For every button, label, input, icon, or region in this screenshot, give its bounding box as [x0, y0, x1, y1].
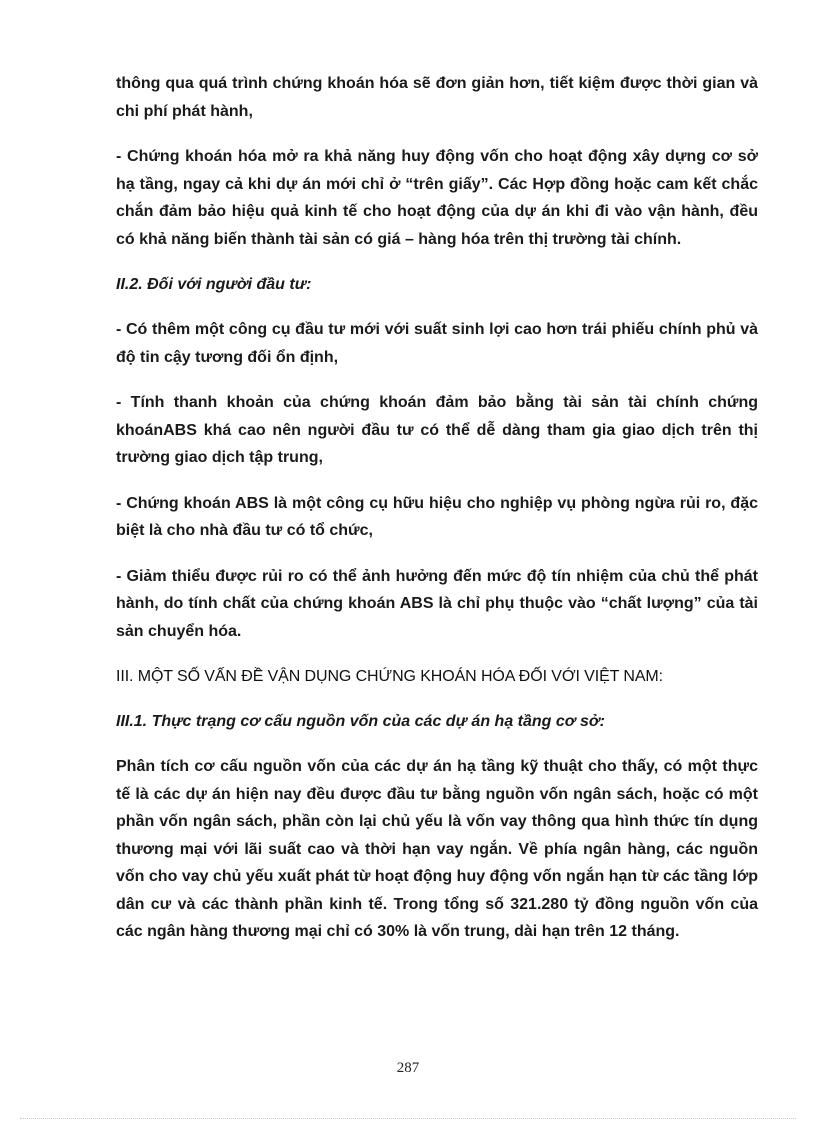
- page-bottom-divider: [20, 1118, 796, 1119]
- document-page: [116, 70, 758, 964]
- paragraph-continuation: thông qua quá trình chứng khoán hóa sẽ đơn giản hơn, tiết kiệm được thời gian và chi phí phát hành,: [116, 75, 758, 120]
- section-heading-capital-structure: III.1. Thực trạng cơ cấu nguồn vốn của các dự án hạ tầng cơ sở:: [116, 713, 605, 730]
- paragraph-bullet-infrastructure: - Chứng khoán hóa mở ra khả năng huy động vốn cho hoạt động xây dựng cơ sở hạ tầng, ngay cả khi dự án mới chỉ ở “trên giấy”. Các Hợp đồng hoặc cam kết chắc chắn đảm bảo hiệu quả kinh tế cho hoạt động của dự án khi đi vào vận hành, đều có khả năng biến thành tài sản có giá – hàng hóa trên thị trường tài chính.: [116, 148, 758, 248]
- paragraph-bullet-risk-hedging: - Chứng khoán ABS là một công cụ hữu hiệu cho nghiệp vụ phòng ngừa rủi ro, đặc biệt là cho nhà đầu tư có tổ chức,: [116, 494, 758, 539]
- paragraph-bullet-risk-reduction: - Giảm thiểu được rủi ro có thể ảnh hưởng đến mức độ tín nhiệm của chủ thể phát hành, do tính chất của chứng khoán ABS là chỉ phụ thuộc vào “chất lượng” của tài sản chuyển hóa.: [116, 567, 758, 640]
- paragraph-bullet-liquidity: - Tính thanh khoản của chứng khoán đảm bảo bằng tài sản tài chính chứng khoánABS khá cao nên người đầu tư có thể dễ dàng tham gia giao dịch trên thị trường giao dịch tập trung,: [116, 394, 758, 466]
- paragraph-capital-analysis: Phân tích cơ cấu nguồn vốn của các dự án hạ tầng kỹ thuật cho thấy, có một thực tế là các dự án hiện nay đều được đầu tư bằng nguồn vốn ngân sách, hoặc có một phần vốn ngân sách, phần còn lại chủ yếu là vốn vay thông qua hình thức tín dụng thương mại với lãi suất cao và thời hạn vay ngắn. Về phía ngân hàng, các nguồn vốn cho vay chủ yếu xuất phát từ hoạt động huy động vốn ngắn hạn từ các tầng lớp dân cư và các thành phần kinh tế. Trong tổng số 321.280 tỷ đồng nguồn vốn của các ngân hàng thương mại chỉ có 30% là vốn trung, dài hạn trên 12 tháng.: [116, 758, 758, 940]
- page-number: 287: [396, 1060, 420, 1076]
- section-heading-investors: II.2. Đối với người đầu tư:: [116, 276, 312, 293]
- paragraph-bullet-new-instrument: - Có thêm một công cụ đầu tư mới với suất sinh lợi cao hơn trái phiếu chính phủ và độ tin cậy tương đối ổn định,: [116, 321, 758, 366]
- section-heading-vietnam: III. MỘT SỐ VẤN ĐỀ VẬN DỤNG CHỨNG KHOÁN HÓA ĐỐI VỚI VIỆT NAM:: [116, 668, 663, 685]
